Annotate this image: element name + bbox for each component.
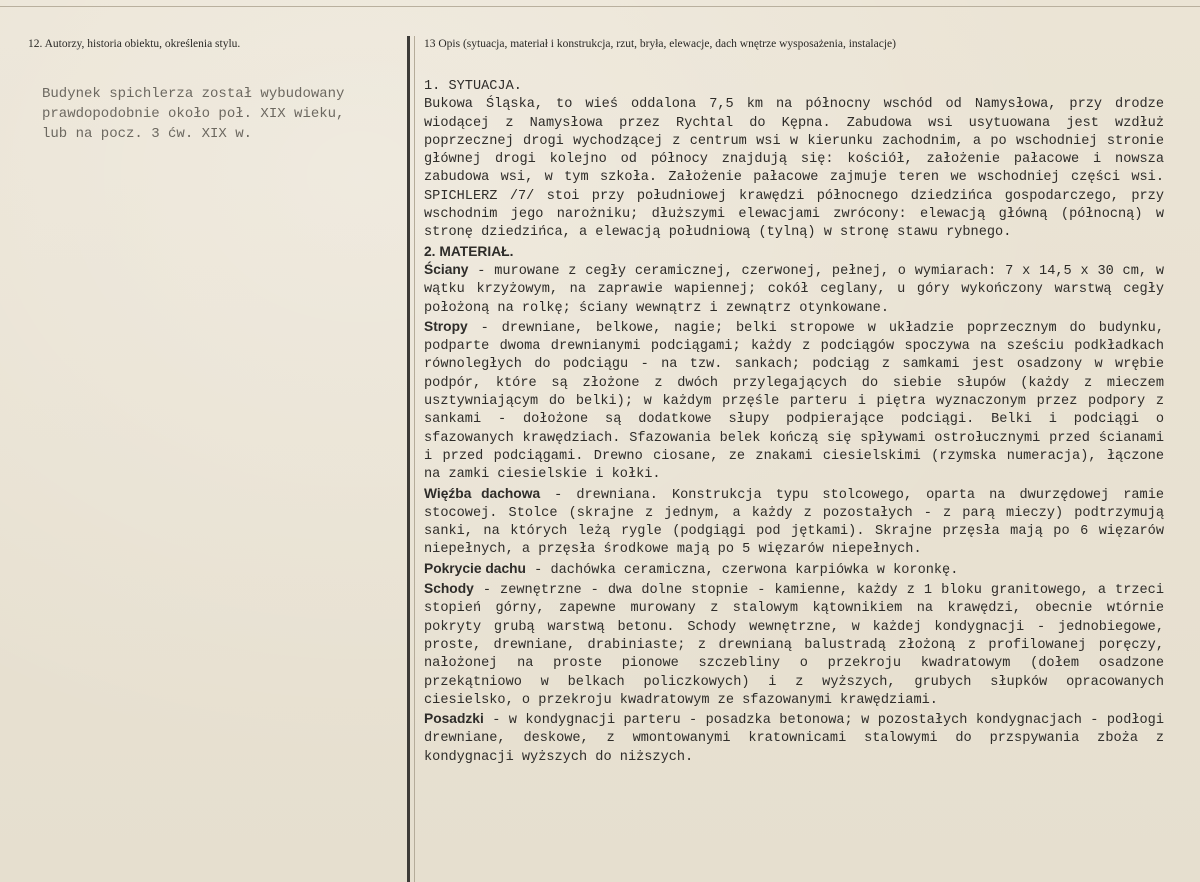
column-divider-shadow — [414, 36, 415, 882]
walls-label: Ściany — [424, 261, 469, 277]
roof-frame-paragraph — [424, 485, 1164, 560]
column-divider — [407, 36, 410, 882]
walls-paragraph — [424, 261, 1164, 318]
floors-label: Posadzki — [424, 711, 484, 727]
roofing-text: - dachówka ceramiczna, czerwona karpiówka w koronkę. — [526, 562, 959, 578]
ceilings-paragraph — [424, 318, 1164, 485]
floors-paragraph — [424, 710, 1164, 767]
ceilings-label: Stropy — [424, 318, 468, 334]
top-divider — [0, 6, 1200, 7]
section-situation-heading: 1. SYTUACJA. — [424, 79, 522, 94]
section-situation-text: Bukowa Śląska, to wieś oddalona 7,5 km na północny wschód od Namysłowa, przy drodze wiodącej z Namysłowa przez Rychtal do Kępna. Zabudowa wsi usytuowana jest wzdłuż poprzecznej drogi wychodzącej z centrum wsi w kierunku zachodnim, a po wschodniej stronie głównej drogi kolejno od północy znajdują się: kościół, założenie pałacowe i nowsza zabudowa wsi, w tym szkoła. Założenie pałacowe zajmuje teren we wschodniej części wsi. SPICHLERZ /7/ stoi przy południowej krawędzi północnego dziedzińca gospodarczego, przy wschodnim jego narożniku; dłuższymi elewacjami zwrócony: elewacją główną (północną) w stronę dziedzińca, a elewacją południową (tylną) w stronę stawu rybnego. — [424, 97, 1164, 241]
description-body — [424, 78, 1164, 767]
ceilings-text: - drewniane, belkowe, nagie; belki stropowe w układzie poprzecznym do budynku, podparte dwoma drewnianymi podciągami; każdy z podciągów spoczywa na sześciu podkładkach równoległych do podciągu - na tzw. sankach; podciąg z samkami jest osadzony w wrębie podpór, które są złożone z dwóch przylegających do siebie słupów (każdy z mieczem usztywniającym do belki); w każdym przęśle parteru i piętra wyznaczonym przez podpory z sankami - dołożone są dodatkowe słupy podpierające podciągi. Belki i podciągi o sfazowanych krawędziach. Sfazowania belek kończą się spływami ostrołucznymi przed ścianami i przed podciągami. Drewno ciosane, ze znakami ciesielskimi (rzymska numeracja), łączone na zamki ciesielskie i kołki. — [424, 320, 1164, 483]
walls-text: - murowane z cegły ceramicznej, czerwonej, pełnej, o wymiarach: 7 x 14,5 x 30 cm, w wątku krzyżowym, na zaprawie wapiennej; cokół ceglany, u góry wykończony warstwą cegły położoną na rolkę; ściany wewnątrz i zewnątrz otynkowane. — [424, 263, 1164, 316]
roofing-paragraph — [424, 560, 1164, 580]
stairs-label: Schody — [424, 581, 474, 597]
history-text: Budynek spichlerza został wybudowany prawdopodobnie około poł. XIX wieku, lub na pocz. 3 ćw. XIX w. — [42, 86, 345, 142]
section-13-header: 13 Opis (sytuacja, materiał i konstrukcja, rzut, bryła, elewacje, dach wnętrze wysposażenia, instalacje) — [424, 38, 896, 50]
roof-frame-text: - drewniana. Konstrukcja typu stolcowego, oparta na dwurzędowej ramie stocowej. Stolce (skrajne z jednym, a każdy z pozostałych - z parą mieczy) podtrzymują sanki, na których leżą rygle (podgiągi pod jętkami). Skrajne przęsła mają po 6 więzarów niepełnych, a przęsła środkowe mają po 5 więzarów niepełnych. — [424, 487, 1165, 558]
roofing-label: Pokrycie dachu — [424, 560, 526, 576]
floors-text: - w kondygnacji parteru - posadzka betonowa; w pozostałych kondygnacjach - podłogi drewniane, deskowe, z wmontowanymi kratownicami stalowymi do przspywania zboża z kondygnacji wyższych do niższych. — [424, 713, 1164, 765]
stairs-paragraph — [424, 580, 1164, 710]
stairs-text: - zewnętrzne - dwa dolne stopnie - kamienne, każdy z 1 bloku granitowego, a trzeci stopień górny, zapewne murowany z stalowym kątownikiem na krawędzi, obecnie wtórnie pokryty grubą warstwą betonu. Schody wewnętrzne, w każdej kondygnacji - jednobiegowe, proste, drewniane, drabiniaste; z drewnianą balustradą złożoną z profilowanej poręczy, nałożonej na proste pionowe szczebliny o przekroju kwadratowym (dołem osadzone przekątniowo w belkach policzkowych) i z wyższych, grubych słupków opracowanych ciesielsko, o przekroju kwadratowym ze sfazowanymi krawędziami. — [424, 583, 1164, 708]
section-12-header: 12. Autorzy, historia obiektu, określenia stylu. — [28, 38, 241, 50]
roof-frame-label: Więźba dachowa — [424, 485, 541, 501]
section-material-heading: 2. MATERIAŁ. — [424, 243, 514, 259]
